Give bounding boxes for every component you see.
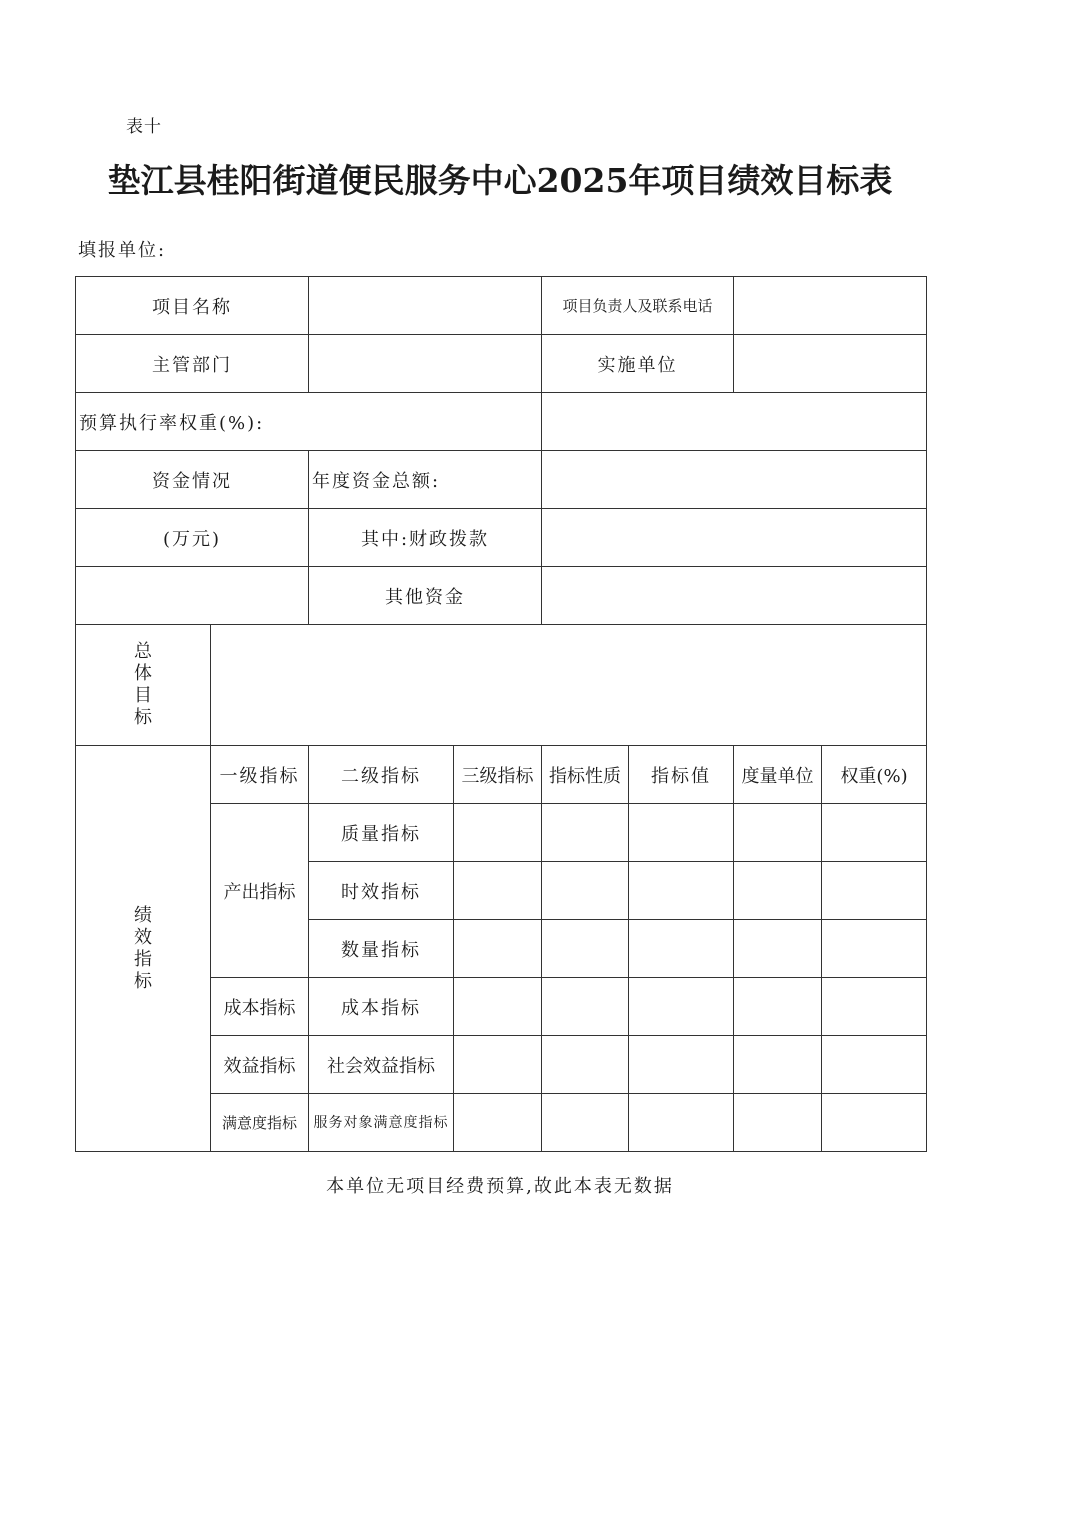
cell[interactable] [629,1094,734,1152]
indicator-header-row [76,746,927,804]
satisfaction-level1-label: 满意度指标 [211,1094,309,1152]
project-name-row [76,277,927,335]
indicators-label: 绩效指标 [134,904,152,992]
cell[interactable] [454,862,542,920]
cell[interactable] [542,862,629,920]
cell[interactable] [629,862,734,920]
funds-other-row [76,567,927,625]
cell[interactable] [542,1036,629,1094]
implementing-unit-value[interactable] [734,335,927,393]
cell[interactable] [734,804,822,862]
performance-target-table [75,276,927,1152]
cell[interactable] [629,978,734,1036]
cell[interactable] [822,1094,927,1152]
implementing-unit-label: 实施单位 [542,335,734,393]
budget-weight-row [76,393,927,451]
project-leader-label: 项目负责人及联系电话 [542,277,734,335]
cell[interactable] [822,862,927,920]
cell[interactable] [542,920,629,978]
document-title: 垫江县桂阳街道便民服务中心2025年项目绩效目标表 [107,161,893,200]
header-weight: 权重(%) [822,746,927,804]
header-level2: 二级指标 [309,746,454,804]
funds-unit-label: (万元) [76,509,309,567]
header-nature: 指标性质 [542,746,629,804]
overall-goal-label: 总体目标 [134,641,152,728]
budget-weight-value[interactable] [542,393,927,451]
other-funds-label: 其他资金 [309,567,542,625]
cell[interactable] [454,1036,542,1094]
funds-fiscal-row [76,509,927,567]
project-name-label: 项目名称 [76,277,309,335]
cell[interactable] [454,804,542,862]
cell[interactable] [734,978,822,1036]
timeliness-indicator-label: 时效指标 [309,862,454,920]
cost-level2-label: 成本指标 [309,978,454,1036]
cell[interactable] [822,978,927,1036]
funds-label: 资金情况 [76,451,309,509]
cell[interactable] [542,978,629,1036]
project-leader-value[interactable] [734,277,927,335]
cell[interactable] [629,1036,734,1094]
cell[interactable] [629,920,734,978]
header-unit: 度量单位 [734,746,822,804]
overall-goal-row [76,625,927,746]
table-number-label: 表十 [126,117,162,137]
quantity-indicator-label: 数量指标 [309,920,454,978]
indicators-label-cell [76,746,211,1152]
header-level1: 一级指标 [211,746,309,804]
overall-goal-label-cell [76,625,211,746]
fiscal-value[interactable] [542,509,927,567]
department-label: 主管部门 [76,335,309,393]
header-level3: 三级指标 [454,746,542,804]
funds-blank-cell [76,567,309,625]
cell[interactable] [734,920,822,978]
cell[interactable] [454,920,542,978]
benefit-level2-label: 社会效益指标 [309,1036,454,1094]
cell[interactable] [454,1094,542,1152]
quality-indicator-label: 质量指标 [309,804,454,862]
header-value: 指标值 [629,746,734,804]
budget-weight-label: 预算执行率权重(%): [76,393,542,451]
satisfaction-level2-label: 服务对象满意度指标 [309,1094,454,1152]
project-name-value[interactable] [309,277,542,335]
cell[interactable] [629,804,734,862]
benefit-level1-label: 效益指标 [211,1036,309,1094]
cell[interactable] [734,1036,822,1094]
footnote: 本单位无项目经费预算,故此本表无数据 [326,1176,674,1197]
annual-total-value[interactable] [542,451,927,509]
cell[interactable] [822,1036,927,1094]
cell[interactable] [542,804,629,862]
department-row [76,335,927,393]
cost-level1-label: 成本指标 [211,978,309,1036]
cell[interactable] [734,1094,822,1152]
cell[interactable] [822,920,927,978]
overall-goal-value[interactable] [211,625,927,746]
cell[interactable] [454,978,542,1036]
cell[interactable] [542,1094,629,1152]
department-value[interactable] [309,335,542,393]
annual-total-label: 年度资金总额: [309,451,542,509]
fiscal-label: 其中:财政拨款 [309,509,542,567]
fill-unit-label: 填报单位: [78,240,167,261]
cell[interactable] [822,804,927,862]
output-indicator-label: 产出指标 [211,804,309,978]
other-funds-value[interactable] [542,567,927,625]
funds-total-row [76,451,927,509]
cell[interactable] [734,862,822,920]
